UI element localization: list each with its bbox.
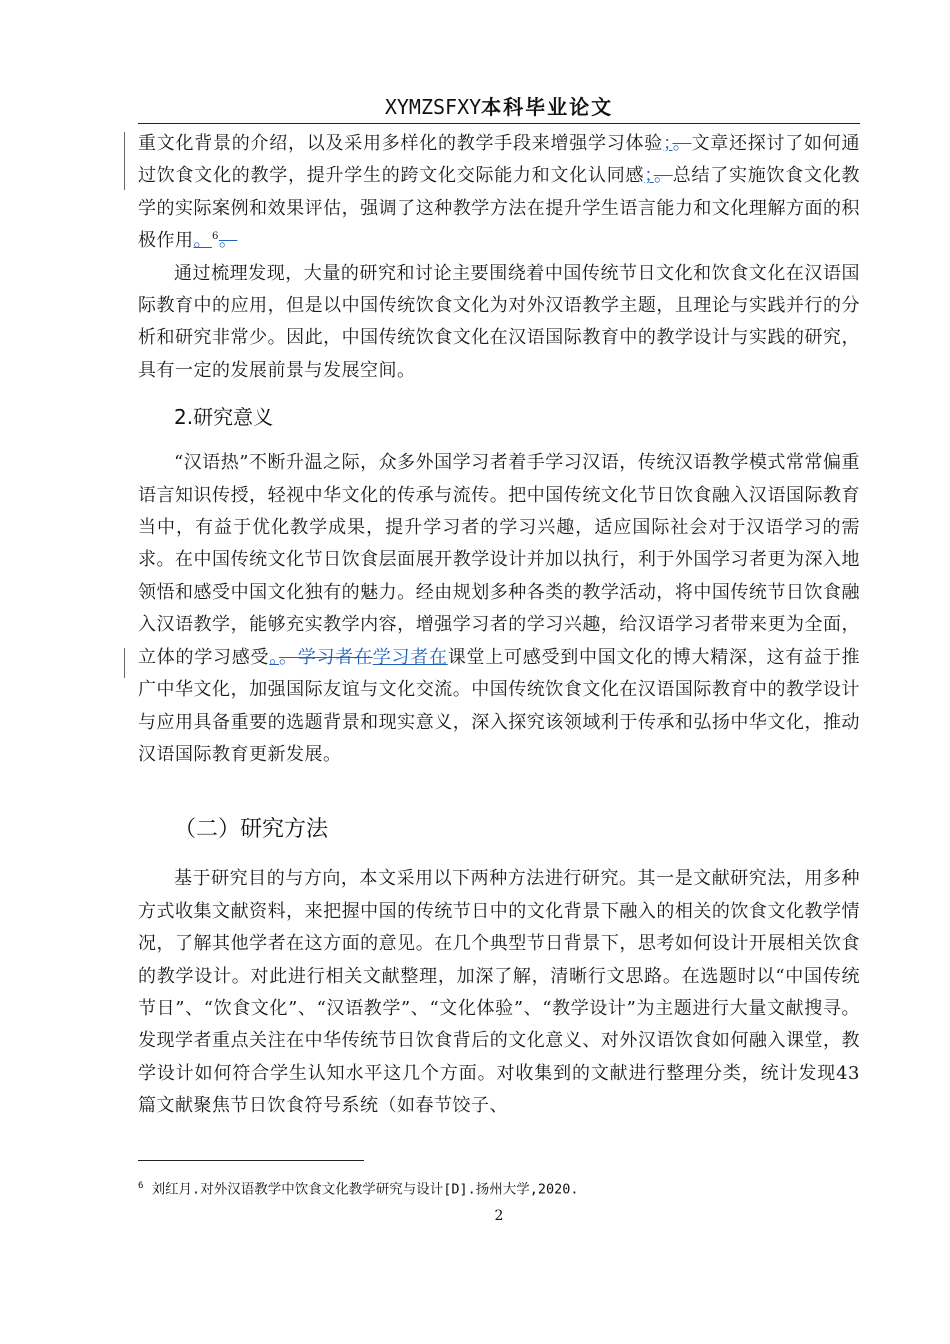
body-text bbox=[138, 128, 860, 1123]
page-header bbox=[138, 94, 860, 120]
header-latin: XYMZSFXY bbox=[384, 95, 482, 119]
footnote-text: 刘红月.对外汉语教学中饮食文化教学研究与设计[D].扬州大学,2020. bbox=[151, 1181, 579, 1198]
change-bar bbox=[124, 648, 125, 678]
heading-research-method: （二）研究方法 bbox=[174, 817, 329, 843]
footnote bbox=[138, 1176, 860, 1200]
footnote-number: 6 bbox=[138, 1181, 144, 1191]
tracked-deletion: 。 bbox=[672, 133, 692, 154]
footnote-reference[interactable]: 6 bbox=[212, 231, 219, 243]
paragraph-significance: “汉语热”不断升温之际，众多外国学习者着手学习汉语，传统汉语教学模式常常偏重语言知识传授，轻视中华文化的传承与流传。把中国传统文化节日饮食融入汉语国际教育当中，有益于优化教学成果，提升学习者的学习兴趣，适应国际社会对于汉语学习的需求。在中国传统文化节日饮食层面展开教学设计并加以执行，利于外国学习者更为深入地领悟和感受中国文化独有的魅力。经由规划多种各类的教学活动，将中国传统节日饮食融入汉语教学，能够充实教学内容，增强学习者的学习兴趣，给汉语学习者带来更为全面，立体的学习感受。。学习者在学习者在课堂上可感受到中国文化的博大精深，这有益于推广中华文化，加强国际友谊与文化交流。中国传统饮食文化在汉语国际教育中的教学设计与应用具备重要的选题背景和现实意义，深入探究该领域利于传承和弘扬中华文化，推动汉语国际教育更新发展。 bbox=[138, 452, 860, 765]
paragraph-literature-summary: 重文化背景的介绍，以及采用多样化的教学手段来增强学习体验；。文章还探讨了如何通过饮食文化的教学，提升学生的跨文化交际能力和文化认同感；。总结了实施饮食文化教学的实际案例和效果评估，强调了这种教学方法在提升学生语言能力和文化理解方面的积极作用。$^6$。 bbox=[138, 133, 860, 252]
tracked-deletion: 。 bbox=[279, 646, 298, 668]
tracked-deletion: 。 bbox=[218, 230, 238, 252]
header-title: 本科毕业论文 bbox=[481, 95, 614, 119]
tracked-insertion: 学习者在 bbox=[372, 646, 448, 668]
tracked-insertion: 。 bbox=[193, 230, 212, 252]
footnote-separator bbox=[138, 1160, 364, 1161]
heading-research-significance: 2.研究意义 bbox=[174, 405, 274, 430]
page-number: 2 bbox=[494, 1208, 504, 1224]
tracked-insertion: ； bbox=[663, 133, 673, 154]
tracked-insertion: ； bbox=[644, 165, 654, 187]
tracked-deletion: 。 bbox=[653, 165, 673, 187]
change-bar bbox=[124, 132, 125, 190]
tracked-insertion: 。 bbox=[269, 646, 279, 668]
tracked-deletion: 学习者在 bbox=[297, 646, 373, 668]
paragraph-findings: 通过梳理发现，大量的研究和讨论主要围绕着中国传统节日文化和饮食文化在汉语国际教育中的应用，但是以中国传统饮食文化为对外汉语教学主题，且理论与实践并行的分析和研究非常少。因此，中国传统饮食文化在汉语国际教育中的教学设计与实践的研究，具有一定的发展前景与发展空间。 bbox=[138, 262, 860, 381]
paragraph-method: 基于研究目的与方向，本文采用以下两种方法进行研究。其一是文献研究法，用多种方式收集文献资料，来把握中国的传统节日中的文化背景下融入的相关的饮食文化教学情况，了解其他学者在这方面的意见。在几个典型节日背景下，思考如何设计开展相关饮食的教学设计。对此进行相关文献整理，加深了解，清晰行文思路。在选题时以“中国传统节日”、“饮食文化”、“汉语教学”、“文化体验”、“教学设计”为主题进行大量文献搜寻。发现学者重点关注在中华传统节日饮食背后的文化意义、对外汉语饮食如何融入课堂，教学设计如何符合学生认知水平这几个方面。对收集到的文献进行整理分类，统计发现43篇文献聚焦节日饮食符号系统（如春节饺子、 bbox=[138, 868, 860, 1117]
header-rule bbox=[138, 123, 860, 124]
